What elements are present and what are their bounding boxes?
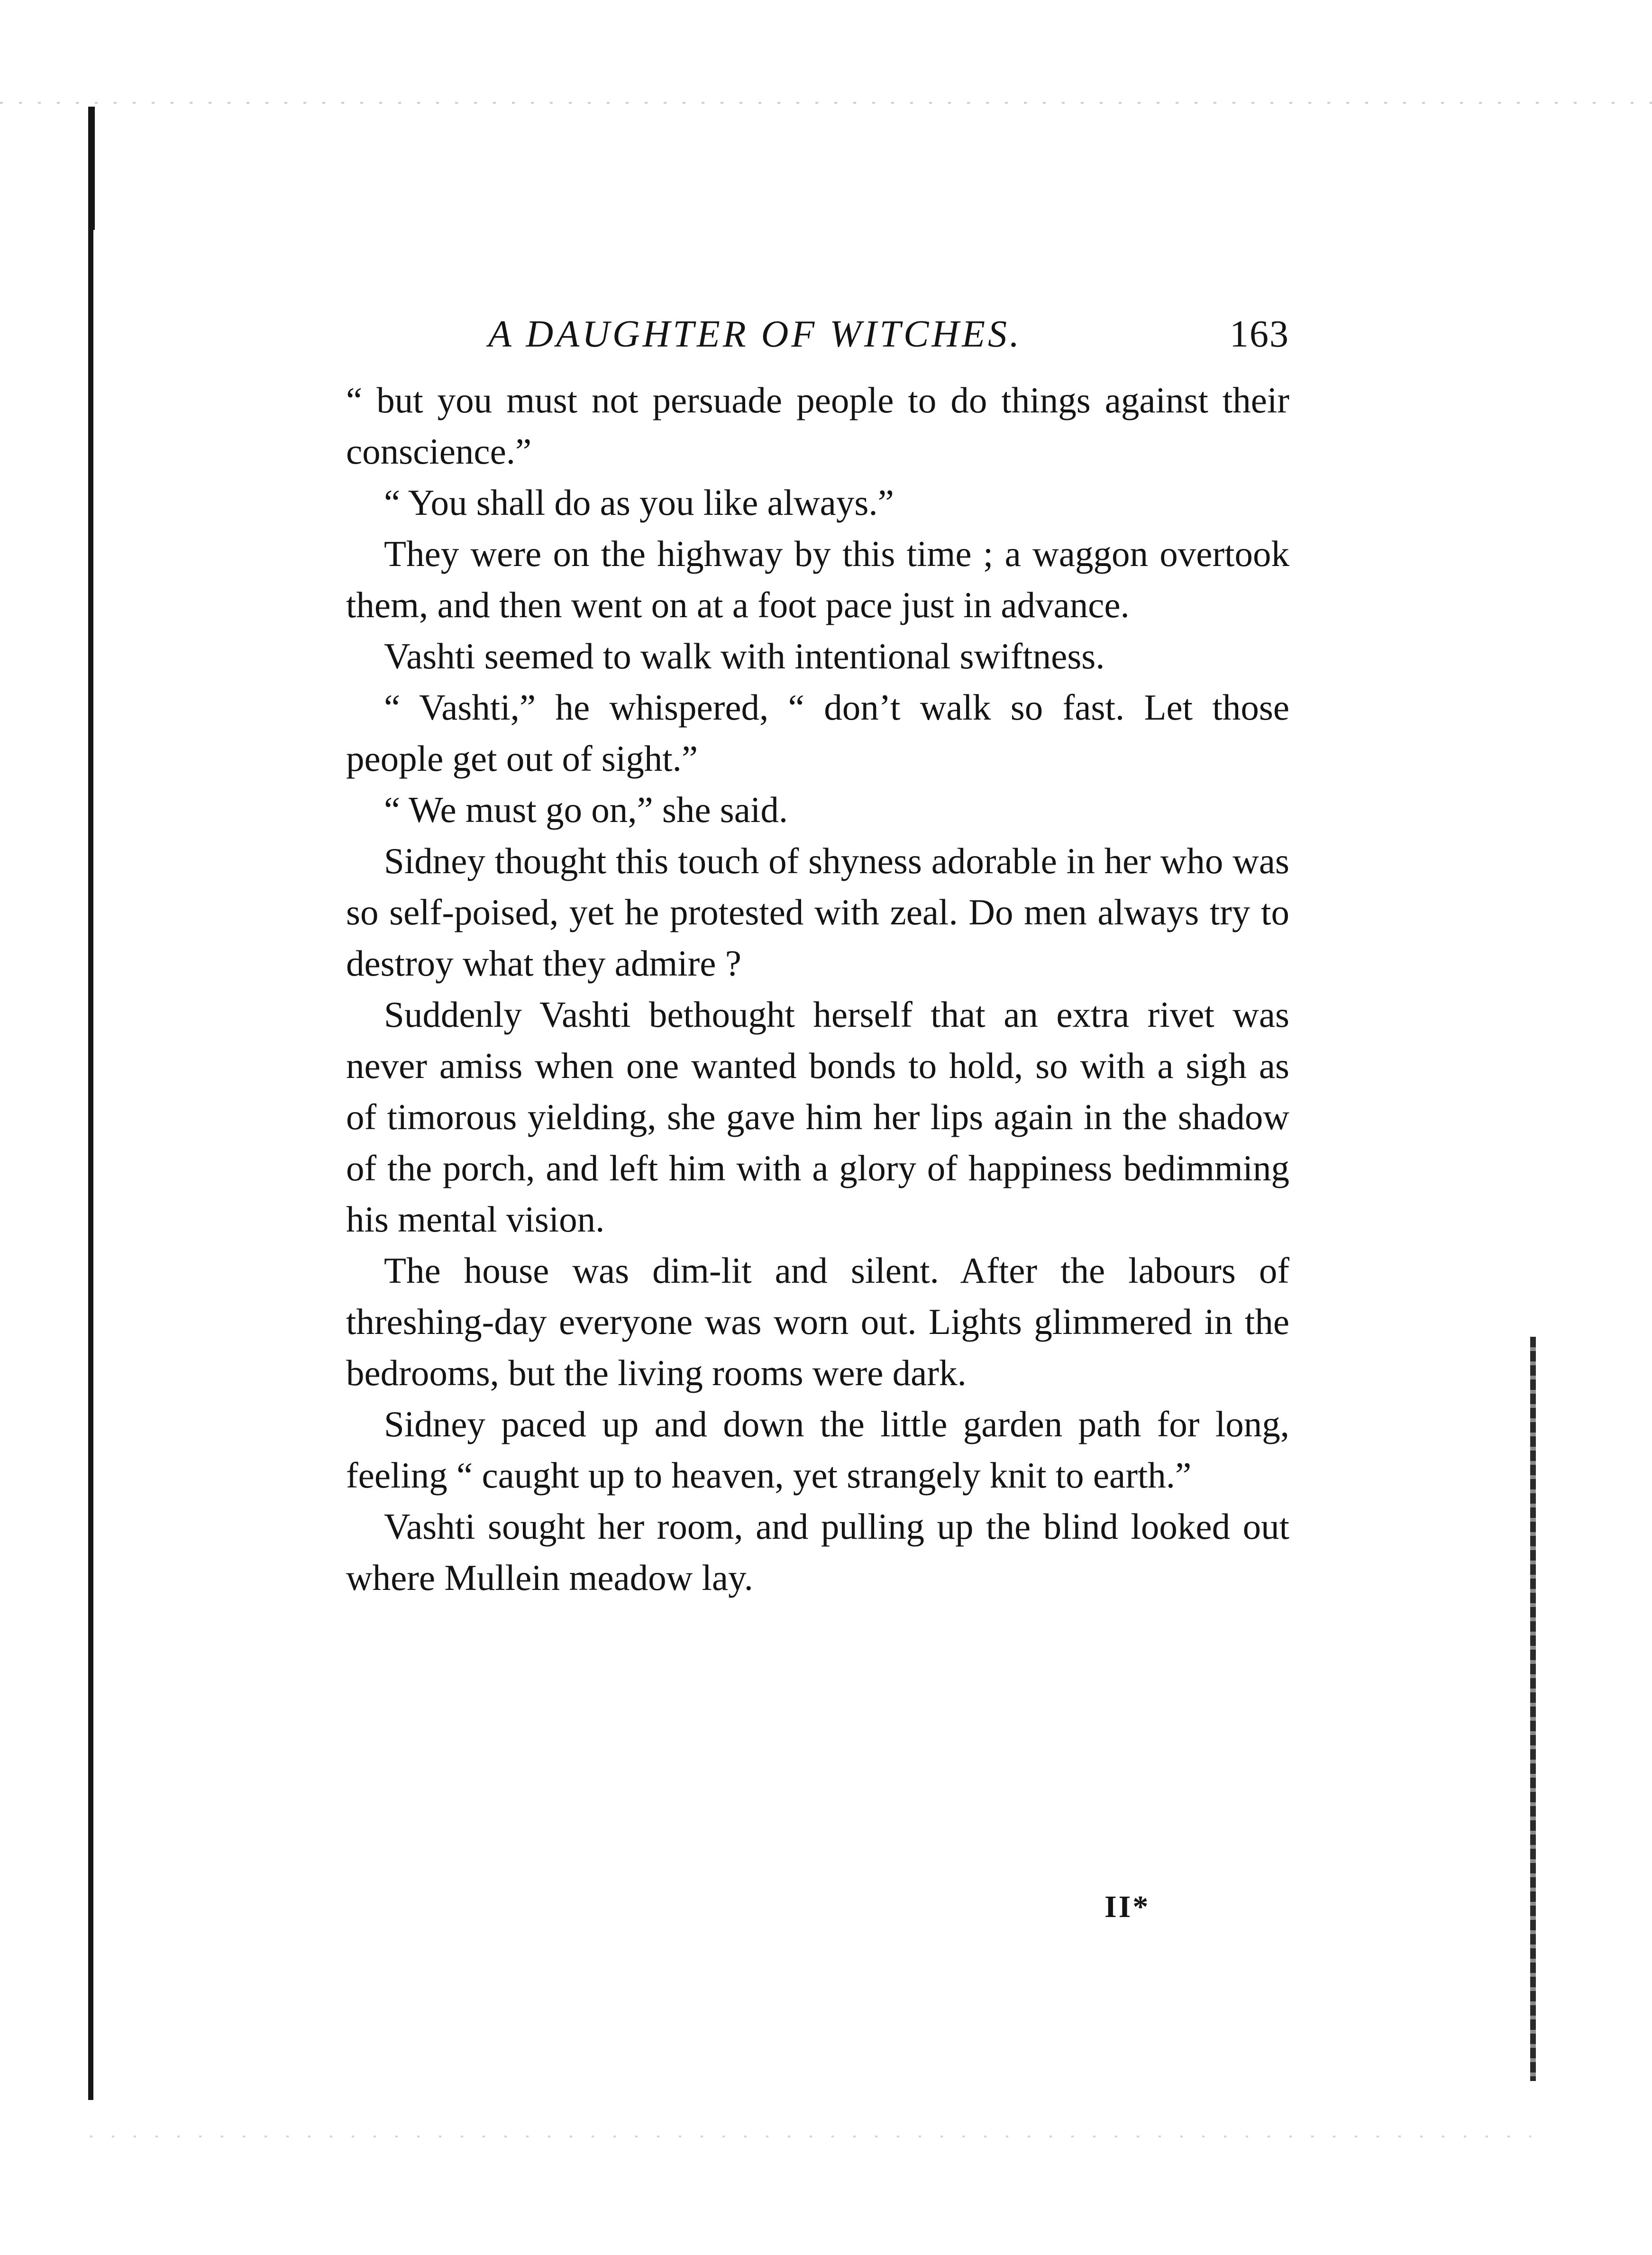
paragraph: Sidney paced up and down the little garden path for long, feeling “ caught up to heaven, yet strangely knit to earth.”: [346, 1404, 1289, 1496]
paragraph: Sidney thought this touch of shyness adorable in her who was so self-poised, yet he protested with zeal. Do men always try to destroy what they admire ?: [346, 840, 1289, 984]
scan-left-edge: [88, 109, 93, 2100]
scan-top-speckle: [0, 102, 1652, 104]
paragraph: They were on the highway by this time ; a waggon overtook them, and then went on at a foot pace just in advance.: [346, 533, 1289, 625]
scan-bottom-speckle: [90, 2136, 1531, 2137]
page-number: 163: [1230, 313, 1289, 355]
running-head: [346, 313, 1289, 374]
paragraph: “ We must go on,” she said.: [384, 789, 788, 830]
paragraph: “ Vashti,” he whispered, “ don’t walk so fast. Let those people get out of sight.”: [346, 687, 1289, 779]
running-title: A DAUGHTER OF WITCHES.: [488, 313, 1022, 355]
paragraph: Vashti sought her room, and pulling up the blind looked out where Mullein meadow lay.: [346, 1506, 1289, 1598]
book-page: [346, 313, 1289, 1603]
signature-mark: II*: [1104, 1890, 1150, 1924]
paragraph: Suddenly Vashti bethought herself that an extra rivet was never amiss when one wanted bonds to hold, so with a sigh as of timorous yielding, she gave him her lips again in the shadow of the porch, and left him with a glory of happiness bedimming his mental vision.: [346, 994, 1289, 1240]
paragraph: “ but you must not persuade people to do things against their conscience.”: [346, 380, 1289, 472]
paragraph: “ You shall do as you like always.”: [384, 482, 894, 523]
paragraph: The house was dim-lit and silent. After the labours of threshing-day everyone was worn out. Lights glimmered in the bedrooms, but the living rooms were dark.: [346, 1250, 1289, 1393]
paragraph: Vashti seemed to walk with intentional swiftness.: [384, 636, 1105, 676]
scan-right-edge: [1530, 1337, 1536, 2081]
